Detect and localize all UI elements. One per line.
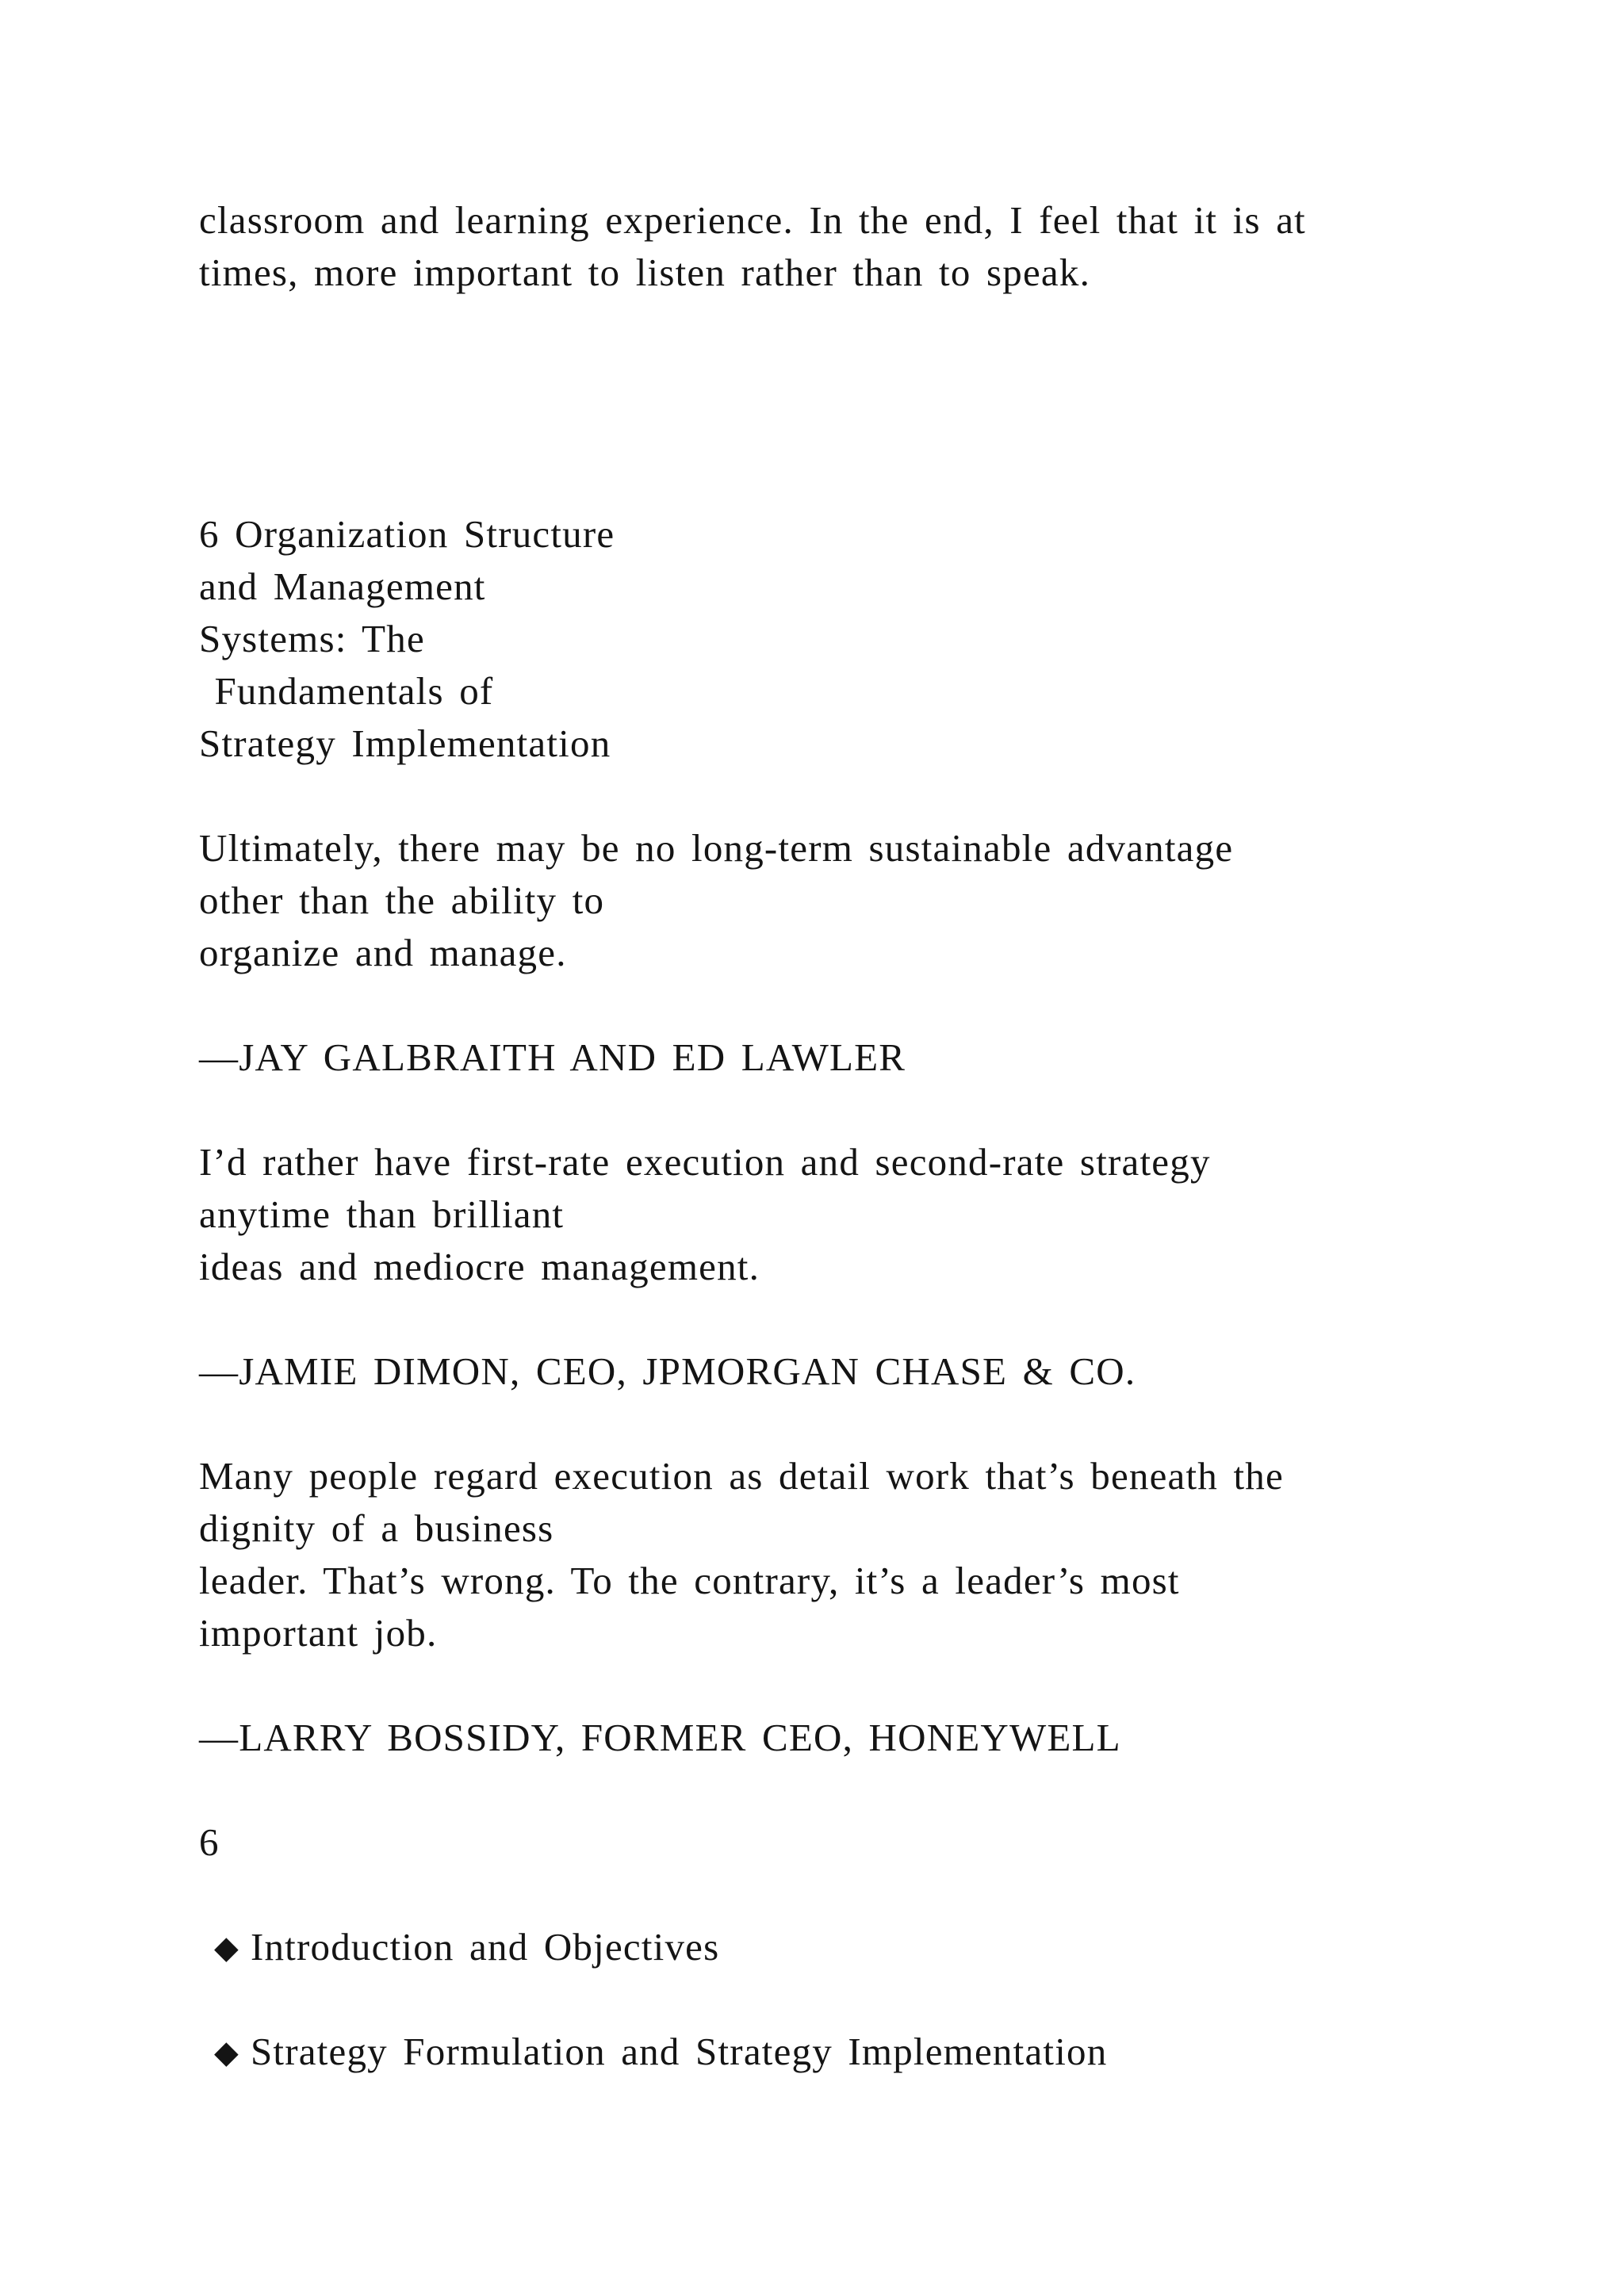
quote-1-attribution: —JAY GALBRAITH AND ED LAWLER — [199, 1035, 906, 1079]
quote-2-line-3: ideas and mediocre management. — [199, 1245, 760, 1288]
quote-2-attribution: —JAMIE DIMON, CEO, JPMORGAN CHASE & CO. — [199, 1349, 1136, 1393]
diamond-bullet-icon: ◆ — [214, 1930, 239, 1965]
quote-3-line-1: Many people regard execution as detail work that’s beneath the — [199, 1454, 1284, 1498]
chapter-title-line-5: Strategy Implementation — [199, 721, 611, 765]
outline-item-label: Introduction and Objectives — [250, 1925, 720, 1969]
outline-item-introduction — [214, 1921, 719, 1974]
chapter-title-line-3: Systems: The — [199, 617, 425, 660]
intro-line-1: classroom and learning experience. In the end, I feel that it is at — [199, 198, 1306, 242]
quote-3-line-2: dignity of a business — [199, 1506, 554, 1550]
quote-1-line-3: organize and manage. — [199, 931, 567, 974]
quote-1-line-1: Ultimately, there may be no long-term sustainable advantage — [199, 826, 1234, 870]
intro-line-2: times, more important to listen rather than to speak. — [199, 251, 1091, 294]
outline-item-strategy — [214, 2026, 1107, 2079]
chapter-title-line-2: and Management — [199, 564, 486, 608]
chapter-title-line-4: Fundamentals of — [199, 669, 494, 713]
chapter-number: 6 — [199, 1820, 220, 1864]
quote-1-line-2: other than the ability to — [199, 878, 605, 922]
quote-2-line-2: anytime than brilliant — [199, 1192, 565, 1236]
quote-3-attribution: —LARRY BOSSIDY, FORMER CEO, HONEYWELL — [199, 1716, 1121, 1759]
diamond-bullet-icon: ◆ — [214, 2034, 239, 2070]
quote-3-line-3: leader. That’s wrong. To the contrary, it’s a leader’s most — [199, 1559, 1180, 1602]
chapter-title-line-1: 6 Organization Structure — [199, 512, 615, 556]
quote-2-line-1: I’d rather have first-rate execution and second-rate strategy — [199, 1140, 1211, 1184]
outline-item-label: Strategy Formulation and Strategy Implementation — [250, 2030, 1108, 2073]
quote-3-line-4: important job. — [199, 1611, 438, 1655]
